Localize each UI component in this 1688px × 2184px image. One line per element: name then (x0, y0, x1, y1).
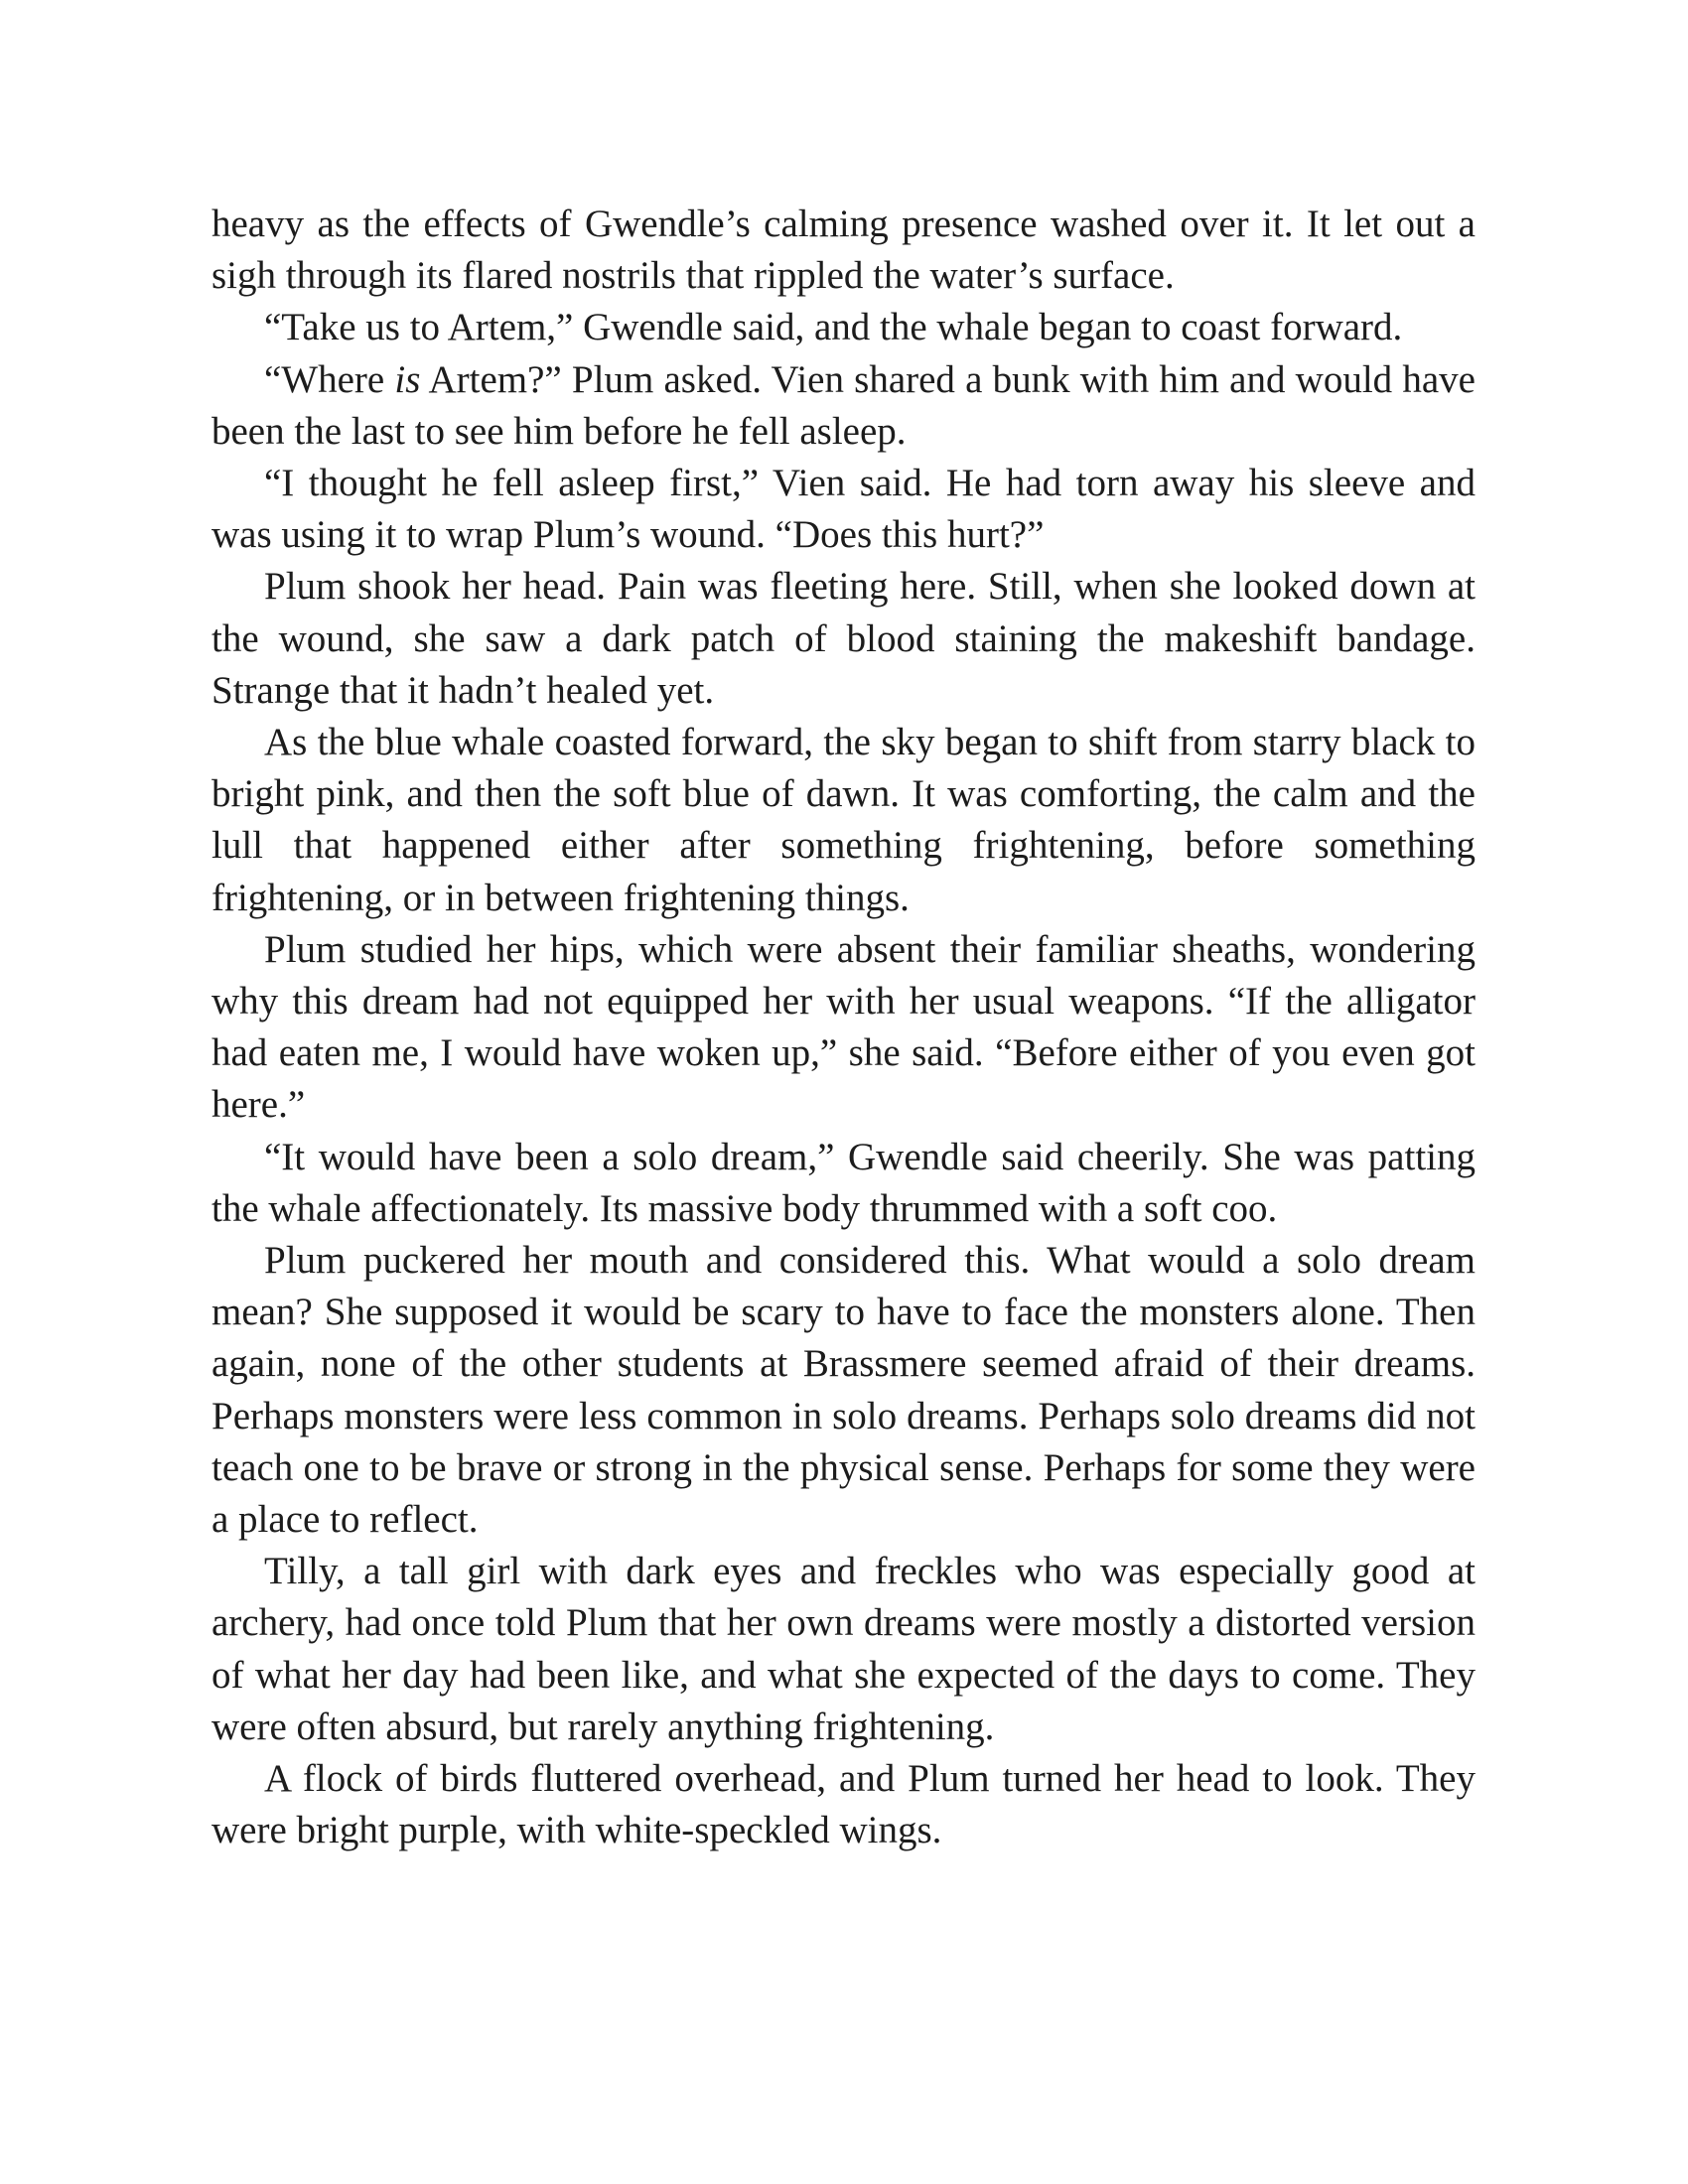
paragraph: “I thought he fell asleep first,” Vien said. He had torn away his sleeve and was using it to wrap Plum’s wound. “Does this hurt?” (211, 462, 1476, 557)
italic-emphasis: is (394, 357, 421, 401)
page-body (211, 199, 1476, 1857)
paragraph: Plum shook her head. Pain was fleeting here. Still, when she looked down at the wound, she saw a dark patch of blood staining the makeshift bandage. Strange that it hadn’t healed yet. (211, 565, 1476, 712)
paragraph-continuation: heavy as the effects of Gwendle’s calming presence washed over it. It let out a sigh through its flared nostrils that rippled the water’s surface. (211, 203, 1476, 298)
paragraph (211, 354, 1476, 458)
text-run: “Where (264, 357, 395, 401)
text-run: Artem?” Plum asked. Vien shared a bunk with him and would have been the last to see him before he fell asleep. (211, 357, 1476, 453)
paragraph: Tilly, a tall girl with dark eyes and freckles who was especially good at archery, had once told Plum that her own dreams were mostly a distorted version of what her day had been like, and what she expected of the days to come. They were often absurd, but rarely anything frightening. (211, 1550, 1476, 1748)
paragraph: As the blue whale coasted forward, the sky began to shift from starry black to bright pink, and then the soft blue of dawn. It was comforting, the calm and the lull that happened either after something frightening, before something frightening, or in between frightening things. (211, 721, 1476, 919)
paragraph: A flock of birds fluttered overhead, and Plum turned her head to look. They were bright purple, with white-speckled wings. (211, 1757, 1476, 1852)
paragraph: Plum studied her hips, which were absent their familiar sheaths, wondering why this dream had not equipped her with her usual weapons. “If the alligator had eaten me, I would have woken up,” she said. “Before either of you even got here.” (211, 927, 1476, 1127)
paragraph: “It would have been a solo dream,” Gwendle said cheerily. She was patting the whale affectionately. Its massive body thrummed with a soft coo. (211, 1135, 1476, 1230)
paragraph: Plum puckered her mouth and considered this. What would a solo dream mean? She supposed it would be scary to have to face the monsters alone. Then again, none of the other students at Brassmere seemed afraid of their dreams. Perhaps monsters were less common in solo dreams. Perhaps solo dreams did not teach one to be brave or strong in the physical sense. Perhaps for some they were a place to reflect. (211, 1239, 1476, 1542)
paragraph: “Take us to Artem,” Gwendle said, and the whale began to coast forward. (264, 306, 1403, 349)
